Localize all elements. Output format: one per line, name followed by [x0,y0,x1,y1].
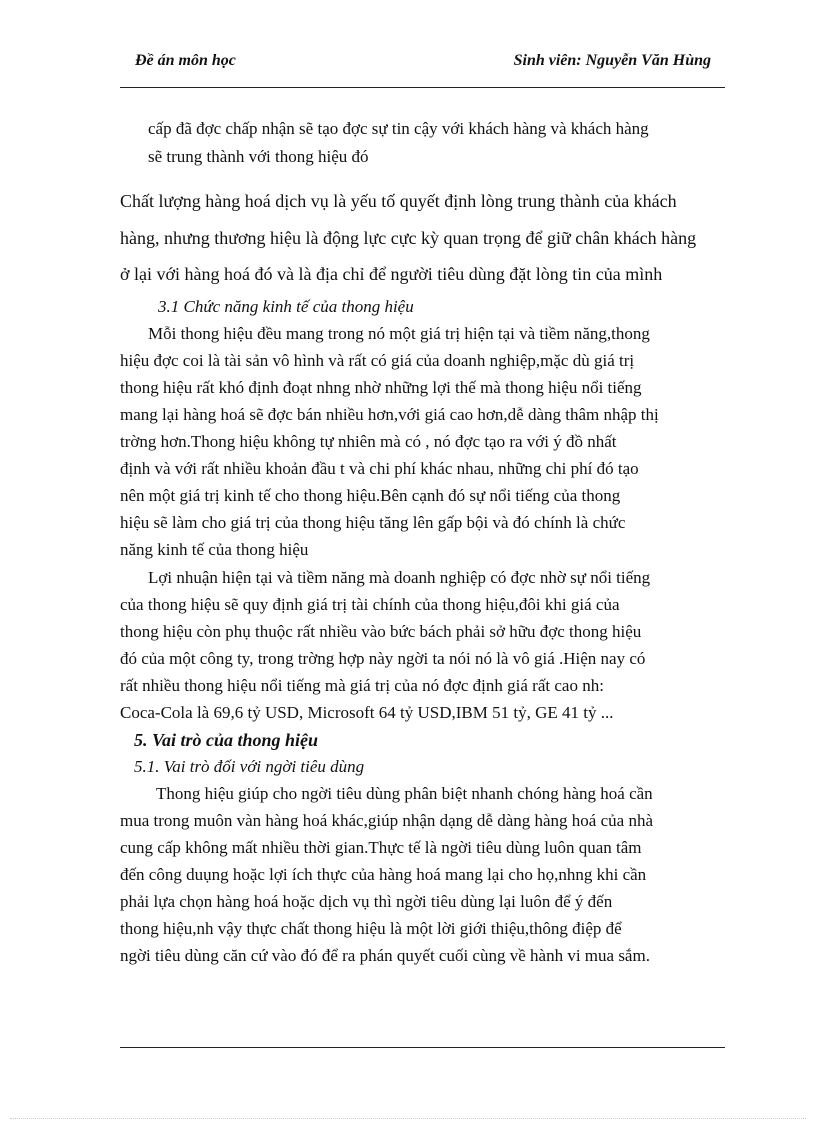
text-line: định và với rất nhiều khoản đầu t và chi phí khác nhau, những chi phí đó tạo [120,459,639,478]
text-line: mang lại hàng hoá sẽ đợc bán nhiều hơn,với giá cao hơn,dễ dàng thâm nhập thị [120,405,659,424]
text-line: đến công duụng hoặc lợi ích thực của hàng hoá mang lại cho họ,nhng khi cần [120,865,647,884]
text-line: rất nhiều thong hiệu nổi tiếng mà giá trị của nó đợc định giá rất cao nh: [120,676,604,695]
text-line: cấp đã đợc chấp nhận sẽ tạo đợc sự tin cậy với khách hàng và khách hàng [148,119,649,138]
header-rule [120,87,725,88]
page-header [120,50,725,76]
text-line: Mỗi thong hiệu đều mang trong nó một giá trị hiện tại và tiềm năng,thong [148,324,650,343]
page-edge-dots [10,1118,806,1119]
text-line: mua trong muôn vàn hàng hoá khác,giúp nhận dạng dễ dàng hàng hoá của nhà [120,811,653,830]
text-line: Coca-Cola là 69,6 tỷ USD, Microsoft 64 tỷ USD,IBM 51 tỷ, GE 41 tỷ ... [120,703,614,722]
text-line: thong hiệu,nh vậy thực chất thong hiệu là một lời giới thiệu,thông điệp để [120,919,622,938]
text-line: cung cấp không mất nhiều thời gian.Thực tế là ngời tiêu dùng luôn quan tâm [120,838,642,857]
text-line: thong hiệu còn phụ thuộc rất nhiều vào bức bách phải sở hữu đợc thong hiệu [120,622,642,641]
text-line: thong hiệu rất khó định đoạt nhng nhờ những lợi thế mà thong hiệu nổi tiếng [120,378,642,397]
text-line: ở lại với hàng hoá đó và là địa chỉ để người tiêu dùng đặt lòng tin của mình [120,264,663,284]
text-line: hàng, nhưng thương hiệu là động lực cực kỳ quan trọng để giữ chân khách hàng [120,228,697,248]
text-line: trờng hơn.Thong hiệu không tự nhiên mà có , nó đợc tạo ra với ý đồ nhất [120,432,617,451]
text-line: của thong hiệu sẽ quy định giá trị tài chính của thong hiệu,đôi khi giá của [120,595,620,614]
text-line: ngời tiêu dùng căn cứ vào đó để ra phán quyết cuối cùng về hành vi mua sắm. [120,946,650,965]
section-5-1-heading: 5.1. Vai trò đối với ngời tiêu dùng [134,757,365,776]
text-line: hiệu sẽ làm cho giá trị của thong hiệu tăng lên gấp bội và đó chính là chức [120,513,626,532]
text-line: đó của một công ty, trong trờng hợp này ngời ta nói nó là vô giá .Hiện nay có [120,649,646,668]
text-line: năng kinh tế của thong hiệu [120,540,309,559]
text-line: Chất lượng hàng hoá dịch vụ là yếu tố quyết định lòng trung thành của khách [120,191,677,211]
section-5-heading: 5. Vai trò của thong hiệu [134,730,319,750]
footer-rule [120,1047,725,1048]
text-line: hiệu đợc coi là tài sản vô hình và rất có giá của doanh nghiệp,mặc dù giá trị [120,351,635,370]
text-line: nên một giá trị kinh tế cho thong hiệu.Bên cạnh đó sự nổi tiếng của thong [120,486,621,505]
section-3-1-heading: 3.1 Chức năng kinh tế của thong hiệu [158,297,414,316]
text-line: sẽ trung thành với thong hiệu đó [148,147,369,166]
text-line: Thong hiệu giúp cho ngời tiêu dùng phân biệt nhanh chóng hàng hoá cần [156,784,653,803]
text-line: Lợi nhuận hiện tại và tiềm năng mà doanh nghiệp có đợc nhờ sự nổi tiếng [148,568,651,587]
text-line: phải lựa chọn hàng hoá hoặc dịch vụ thì ngời tiêu dùng lại luôn để ý đến [120,892,613,911]
header-course-title: Đề án môn học [135,52,236,69]
header-student-name: Sinh viên: Nguyễn Văn Hùng [513,52,711,69]
